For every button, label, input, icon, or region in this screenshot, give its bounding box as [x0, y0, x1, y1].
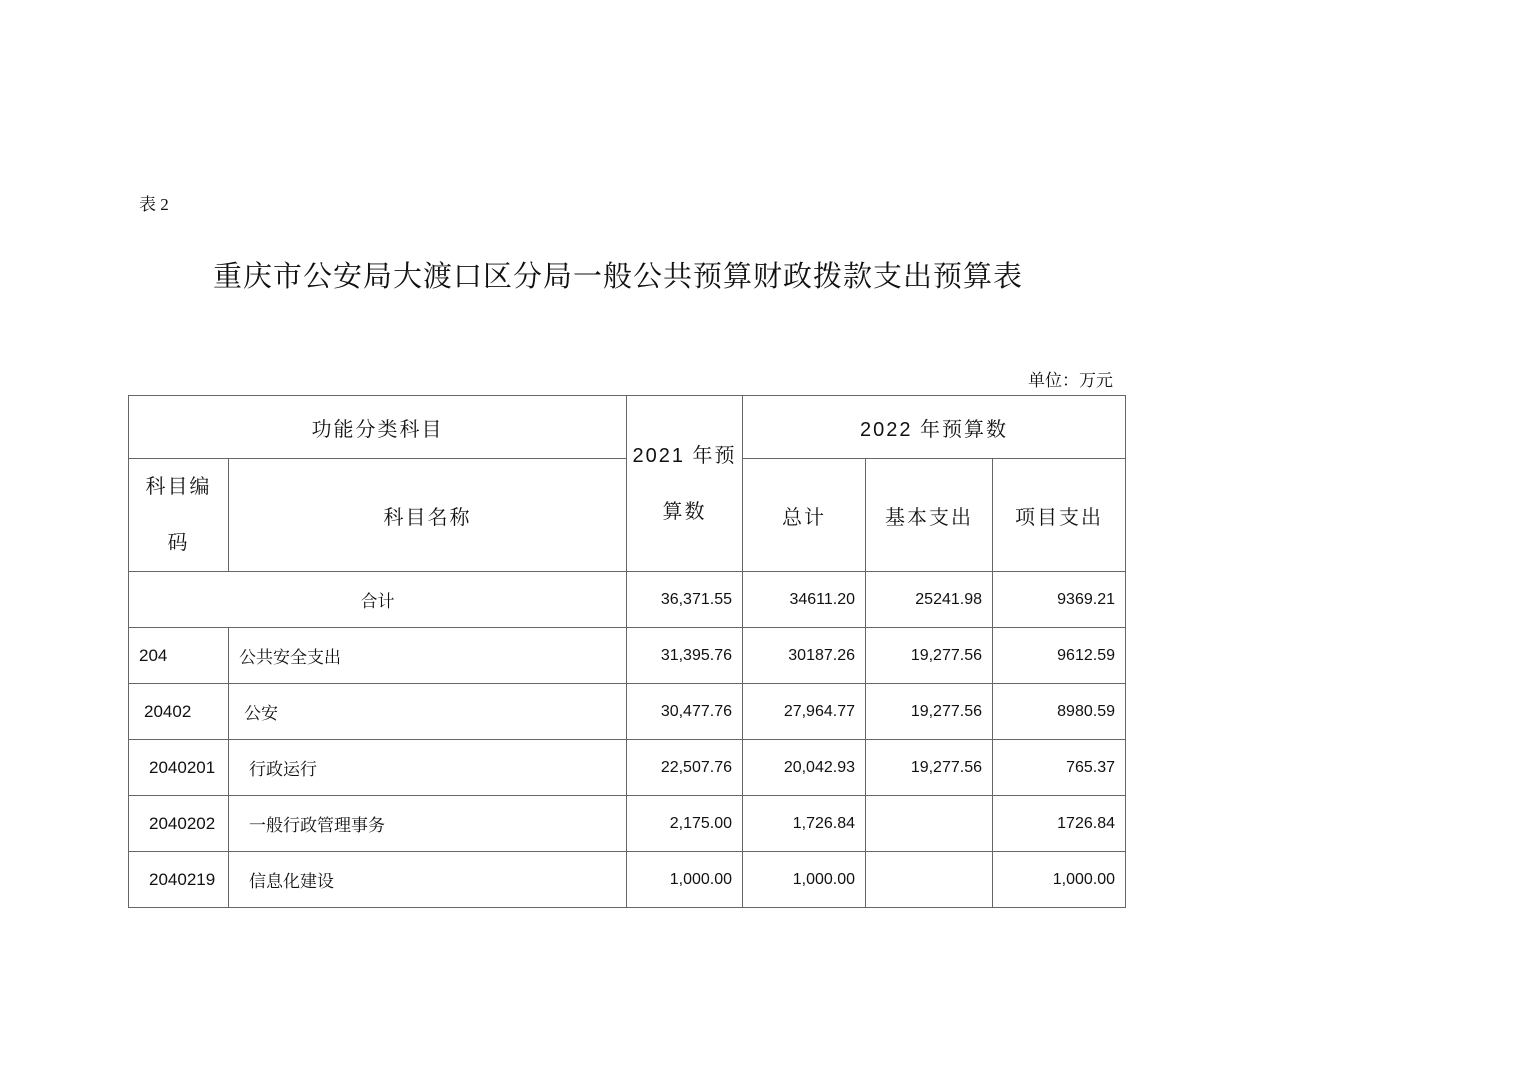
row-basic [866, 852, 993, 908]
row-basic: 19,277.56 [866, 684, 993, 740]
row-code: 2040202 [129, 796, 229, 852]
total-basic: 25241.98 [866, 572, 993, 628]
row-code: 204 [129, 628, 229, 684]
row-name: 一般行政管理事务 [229, 796, 627, 852]
budget-table [128, 395, 1126, 908]
total-prev: 36,371.55 [627, 572, 743, 628]
row-name: 公安 [229, 684, 627, 740]
table-row [129, 628, 1126, 684]
header-function-class: 功能分类科目 [129, 396, 627, 459]
header-total: 总计 [743, 459, 866, 572]
row-project: 8980.59 [993, 684, 1126, 740]
total-row [129, 572, 1126, 628]
row-total: 20,042.93 [743, 740, 866, 796]
header-basic: 基本支出 [866, 459, 993, 572]
row-code: 2040219 [129, 852, 229, 908]
document-title: 重庆市公安局大渡口区分局一般公共预算财政拨款支出预算表 [213, 259, 1024, 293]
total-total: 34611.20 [743, 572, 866, 628]
table-row [129, 740, 1126, 796]
table-label: 表 2 [139, 195, 169, 214]
table-row [129, 852, 1126, 908]
row-project: 9612.59 [993, 628, 1126, 684]
header-project: 项目支出 [993, 459, 1126, 572]
row-prev: 30,477.76 [627, 684, 743, 740]
row-prev: 31,395.76 [627, 628, 743, 684]
total-project: 9369.21 [993, 572, 1126, 628]
row-prev: 1,000.00 [627, 852, 743, 908]
header-2021-line1: 2021 年预 [632, 444, 737, 467]
header-row-top [129, 396, 1126, 459]
row-basic: 19,277.56 [866, 628, 993, 684]
row-total: 27,964.77 [743, 684, 866, 740]
row-total: 1,726.84 [743, 796, 866, 852]
row-name: 行政运行 [229, 740, 627, 796]
header-2022-budget: 2022 年预算数 [743, 396, 1126, 459]
row-prev: 2,175.00 [627, 796, 743, 852]
header-code [129, 459, 229, 572]
row-code: 2040201 [129, 740, 229, 796]
row-total: 1,000.00 [743, 852, 866, 908]
row-project: 1726.84 [993, 796, 1126, 852]
row-project: 765.37 [993, 740, 1126, 796]
header-name: 科目名称 [229, 459, 627, 572]
row-code: 20402 [129, 684, 229, 740]
table-row [129, 684, 1126, 740]
table-row [129, 796, 1126, 852]
header-code-line2: 码 [167, 532, 190, 554]
header-2021-line2: 算数 [662, 500, 707, 523]
row-name: 公共安全支出 [229, 628, 627, 684]
row-prev: 22,507.76 [627, 740, 743, 796]
row-name: 信息化建设 [229, 852, 627, 908]
row-basic [866, 796, 993, 852]
row-basic: 19,277.56 [866, 740, 993, 796]
header-2021-budget [627, 396, 743, 572]
row-total: 30187.26 [743, 628, 866, 684]
header-code-line1: 科目编 [145, 476, 212, 498]
total-label: 合计 [129, 572, 627, 628]
unit-label: 单位：万元 [1028, 371, 1113, 390]
row-project: 1,000.00 [993, 852, 1126, 908]
